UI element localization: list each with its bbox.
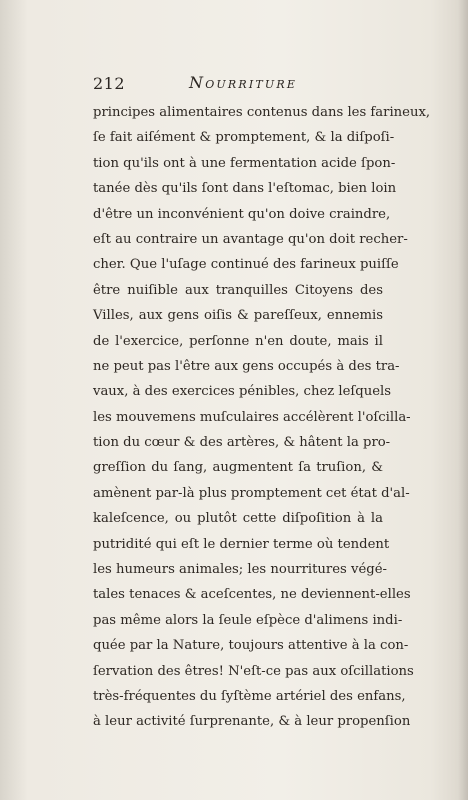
running-title: Nourriture <box>189 73 298 92</box>
text-line: amènent par-là plus promptement cet état d'al- <box>93 485 410 501</box>
text-line: très-fréquentes du ſyſtème artériel des enfans, <box>93 688 406 704</box>
text-line: les humeurs animales; les nourritures végé- <box>93 562 387 578</box>
text-line: quée par la Nature, toujours attentive à la con- <box>93 638 409 654</box>
text-line: ne peut pas l'être aux gens occupés à des tra- <box>93 358 400 374</box>
text-line: de l'exercice, perſonne n'en doute, mais il <box>93 333 383 349</box>
text-line: tion du cœur & des artères, & hâtent la pro- <box>93 435 391 451</box>
page-number: 212 <box>93 74 126 93</box>
text-line: ſe fait aiſément & promptement, & la diſpoſi- <box>93 130 395 146</box>
text-line: putridité qui eſt le dernier terme où tendent <box>93 536 390 552</box>
text-line: principes alimentaires contenus dans les farineux, <box>93 105 431 120</box>
text-line: ſervation des êtres! N'eſt-ce pas aux oſcillations <box>93 663 414 679</box>
text-line: à leur activité ſurprenante, & à leur propenſion <box>93 714 411 730</box>
text-line: tion qu'ils ont à une fermentation acide ſpon- <box>93 155 396 171</box>
page-edge-shadow <box>458 0 468 800</box>
page-header <box>93 70 353 96</box>
text-line: greſſion du ſang, augmentent ſa truſion, & <box>93 460 383 476</box>
text-line: tales tenaces & aceſcentes, ne deviennent-elles <box>93 587 411 603</box>
text-line: d'être un inconvénient qu'on doive craindre, <box>93 206 391 222</box>
text-line: eſt au contraire un avantage qu'on doit recher- <box>93 231 408 247</box>
body-text <box>93 100 431 735</box>
text-line: pas même alors la ſeule eſpèce d'alimens indi- <box>93 612 403 628</box>
text-line: Villes, aux gens oiſis & pareſſeux, ennemis <box>93 308 383 324</box>
text-line: kaleſcence, ou plutôt cette diſpoſition à la <box>93 511 383 527</box>
text-line: les mouvemens muſculaires accélèrent l'oſcilla- <box>93 409 411 425</box>
text-line: être nuiſible aux tranquilles Citoyens des <box>93 282 383 298</box>
text-line: tanée dès qu'ils ſont dans l'eſtomac, bien loin <box>93 181 397 197</box>
text-line: vaux, à des exercices pénibles, chez leſquels <box>93 384 392 400</box>
text-line: cher. Que l'uſage continué des farineux puiſſe <box>93 257 399 273</box>
